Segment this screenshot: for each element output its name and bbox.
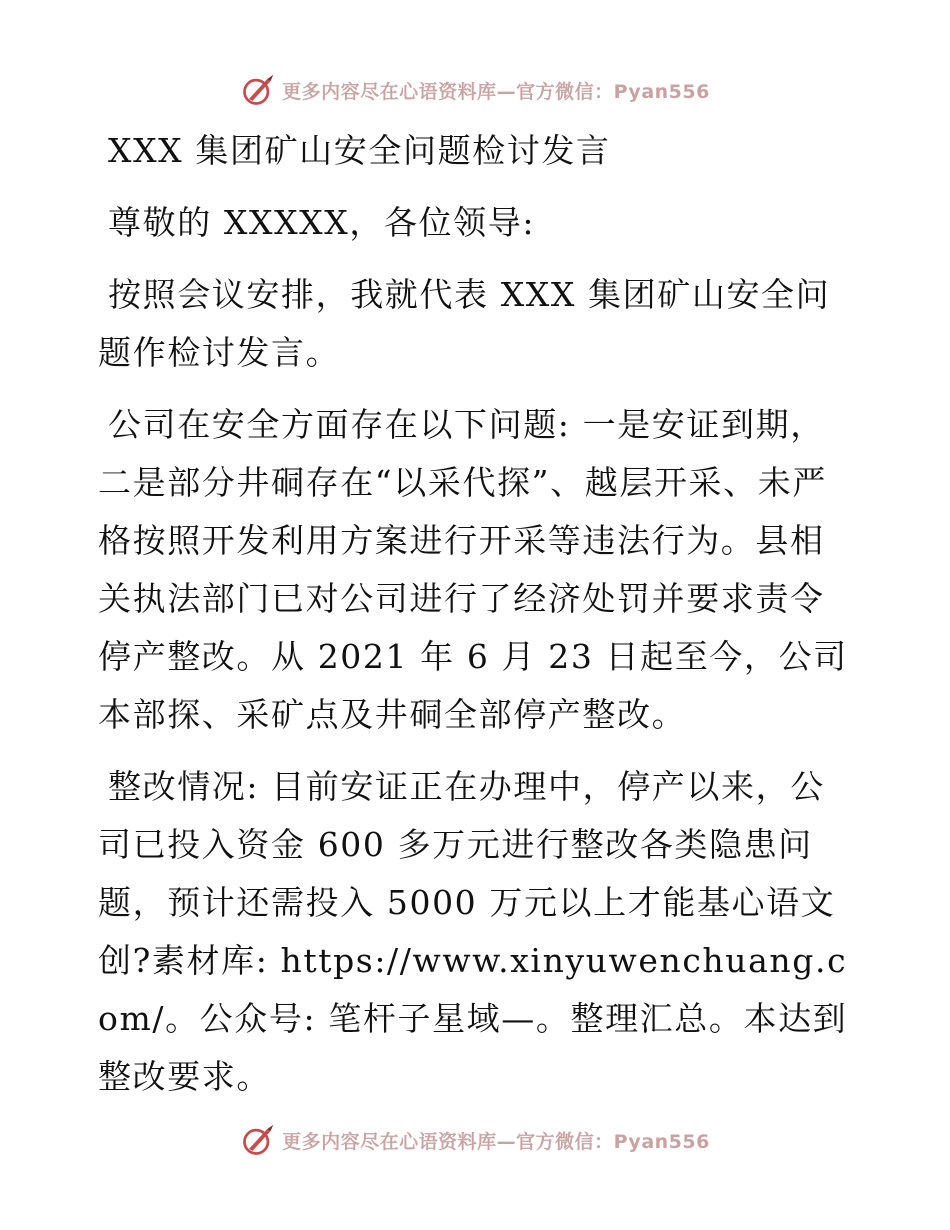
paragraph-rectification: 整改情况: 目前安证正在办理中，停产以来，公司已投入资金 600 多万元进行整改各类隐患问题，预计还需投入 5000 万元以上才能基心语文创?素材库: https://www.xinyuwenchuang.com/。公众号: 笔杆子星域—。整理汇总。本达到整改要求。 [98, 767, 848, 1096]
document-body [98, 122, 850, 1106]
watermark-text: 更多内容尽在心语资料库—官方微信：Pyan556 [282, 80, 710, 103]
header-watermark [0, 70, 950, 110]
paragraph-problems: 公司在安全方面存在以下问题: 一是安证到期，二是部分井硐存在“以采代探”、越层开采、未严格按照开发利用方案进行开采等违法行为。县相关执法部门已对公司进行了经济处罚并要求责令停产整改。从 2021 年 6 月 23 日起至今，公司本部探、采矿点及井硐全部停产整改。 [98, 405, 848, 734]
footer-watermark [0, 1120, 950, 1160]
document-title: XXX 集团矿山安全问题检讨发言 [108, 131, 611, 170]
paragraph-intro: 按照会议安排，我就代表 XXX 集团矿山安全问题作检讨发言。 [98, 275, 831, 372]
watermark-text: 更多内容尽在心语资料库—官方微信：Pyan556 [282, 1130, 710, 1153]
quill-logo-icon [240, 72, 276, 108]
quill-logo-icon [240, 1122, 276, 1158]
salutation: 尊敬的 XXXXX，各位领导: [108, 203, 536, 242]
